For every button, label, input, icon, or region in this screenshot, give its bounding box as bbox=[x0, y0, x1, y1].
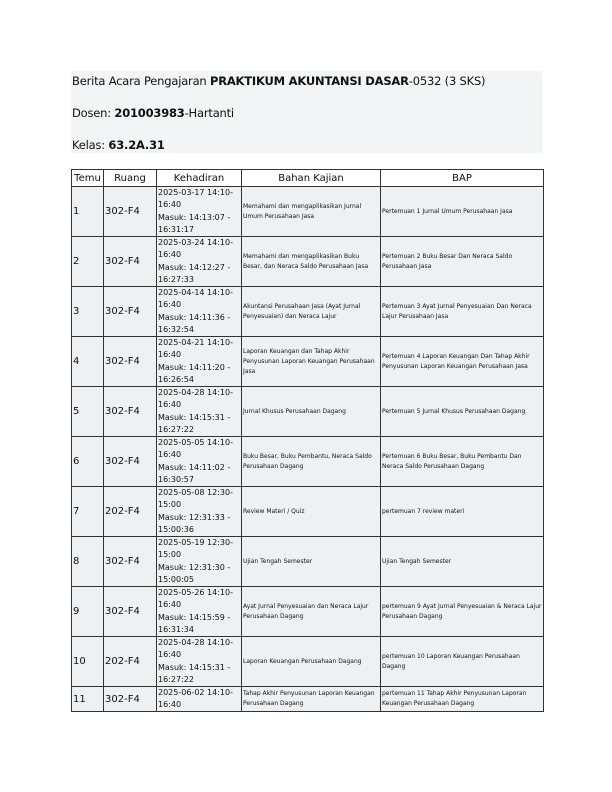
title-prefix: Berita Acara Pengajaran bbox=[72, 74, 210, 88]
table-row bbox=[72, 637, 544, 687]
table-row bbox=[72, 587, 544, 637]
table-row bbox=[72, 387, 544, 437]
cell-bahan-kajian: Review Materi / Quiz bbox=[242, 487, 381, 537]
table-row bbox=[72, 537, 544, 587]
cell-kehadiran: 2025-04-14 14:10- 16:40 Masuk: 14:11:36 - 16:32:54 bbox=[157, 287, 242, 337]
cell-bap: Pertemuan 1 Jurnal Umum Perusahaan Jasa bbox=[381, 187, 544, 237]
cell-bahan-kajian: Tahap Akhir Penyusunan Laporan Keuangan Perusahaan Dagang bbox=[242, 687, 381, 712]
cell-kehadiran: 2025-04-21 14:10- 16:40 Masuk: 14:11:20 - 16:26:54 bbox=[157, 337, 242, 387]
table-row bbox=[72, 437, 544, 487]
cell-bap: Ujian Tengah Semester bbox=[381, 537, 544, 587]
cell-kehadiran: 2025-04-28 14:10- 16:40 Masuk: 14:15:31 - 16:27:22 bbox=[157, 637, 242, 687]
cell-bahan-kajian: Memahami dan mengaplikasikan Jurnal Umum Perusahaan Jasa bbox=[242, 187, 381, 237]
cell-temu: 4 bbox=[72, 337, 104, 387]
cell-temu: 1 bbox=[72, 187, 104, 237]
cell-bap: Pertemuan 4 Laporan Keuangan Dan Tahap Akhir Penyusunan Laporan Keuangan Perusahaan Jasa bbox=[381, 337, 544, 387]
cell-temu: 6 bbox=[72, 437, 104, 487]
cell-temu: 3 bbox=[72, 287, 104, 337]
attendance-table bbox=[71, 169, 544, 712]
table-row bbox=[72, 487, 544, 537]
cell-bahan-kajian: Laporan Keuangan dan Tahap Akhir Penyusunan Laporan Keuangan Perusahaan Jasa bbox=[242, 337, 381, 387]
table-row bbox=[72, 287, 544, 337]
class-code: 63.2A.31 bbox=[108, 138, 165, 152]
cell-bahan-kajian: Akuntansi Perusahaan Jasa (Ayat Jurnal Penyesuaian) dan Neraca Lajur bbox=[242, 287, 381, 337]
cell-kehadiran: 2025-05-08 12:30- 15:00 Masuk: 12:31:33 - 15:00:36 bbox=[157, 487, 242, 537]
lecturer-label: Dosen: bbox=[72, 106, 115, 120]
table-row bbox=[72, 337, 544, 387]
cell-bahan-kajian: Laporan Keuangan Perusahaan Dagang bbox=[242, 637, 381, 687]
cell-bap: pertemuan 7 review materi bbox=[381, 487, 544, 537]
cell-kehadiran: 2025-04-28 14:10- 16:40 Masuk: 14:15:31 - 16:27:22 bbox=[157, 387, 242, 437]
col-header-kehadiran: Kehadiran bbox=[157, 170, 242, 187]
cell-ruang: 302-F4 bbox=[104, 537, 157, 587]
cell-ruang: 302-F4 bbox=[104, 587, 157, 637]
course-code: -0532 (3 SKS) bbox=[408, 74, 486, 88]
course-title-line bbox=[72, 74, 485, 88]
cell-bahan-kajian: Jurnal Khusus Perusahaan Dagang bbox=[242, 387, 381, 437]
cell-temu: 8 bbox=[72, 537, 104, 587]
cell-ruang: 202-F4 bbox=[104, 637, 157, 687]
col-header-ruang: Ruang bbox=[104, 170, 157, 187]
cell-bap: pertemuan 10 Laporan Keuangan Perusahaan Dagang bbox=[381, 637, 544, 687]
col-header-temu: Temu bbox=[72, 170, 104, 187]
lecturer-name: -Hartanti bbox=[184, 106, 234, 120]
document-header bbox=[71, 71, 542, 153]
cell-bap: pertemuan 9 Ayat Jurnal Penyesuaian & Neraca Lajur Perusahaan Dagang bbox=[381, 587, 544, 637]
cell-bahan-kajian: Ayat Jurnal Penyesuaian dan Neraca Lajur Perusahaan Dagang bbox=[242, 587, 381, 637]
cell-ruang: 302-F4 bbox=[104, 337, 157, 387]
cell-bap: Pertemuan 6 Buku Besar, Buku Pembantu Dan Neraca Saldo Perusahaan Dagang bbox=[381, 437, 544, 487]
cell-ruang: 302-F4 bbox=[104, 187, 157, 237]
cell-kehadiran: 2025-06-02 14:10- 16:40 bbox=[157, 687, 242, 712]
class-label: Kelas: bbox=[72, 138, 109, 152]
table-row bbox=[72, 687, 544, 712]
cell-ruang: 202-F4 bbox=[104, 487, 157, 537]
cell-kehadiran: 2025-03-24 14:10- 16:40 Masuk: 14:12:27 - 16:27:33 bbox=[157, 237, 242, 287]
table-row bbox=[72, 187, 544, 237]
cell-temu: 5 bbox=[72, 387, 104, 437]
cell-bap: Pertemuan 2 Buku Besar Dan Neraca Saldo Perusahaan Jasa bbox=[381, 237, 544, 287]
course-name: PRAKTIKUM AKUNTANSI DASAR bbox=[209, 74, 409, 88]
cell-ruang: 302-F4 bbox=[104, 687, 157, 712]
cell-ruang: 302-F4 bbox=[104, 287, 157, 337]
col-header-bap: BAP bbox=[381, 170, 544, 187]
cell-temu: 11 bbox=[72, 687, 104, 712]
col-header-bahan-kajian: Bahan Kajian bbox=[242, 170, 381, 187]
lecturer-id: 201003983 bbox=[114, 106, 185, 120]
table-row bbox=[72, 237, 544, 287]
cell-temu: 10 bbox=[72, 637, 104, 687]
cell-bap: Pertemuan 3 Ayat Jurnal Penyesuaian Dan Neraca Lajur Perusahaan Jasa bbox=[381, 287, 544, 337]
cell-temu: 2 bbox=[72, 237, 104, 287]
cell-kehadiran: 2025-05-19 12:30- 15:00 Masuk: 12:31:30 - 15:00:05 bbox=[157, 537, 242, 587]
cell-kehadiran: 2025-05-05 14:10- 16:40 Masuk: 14:11:02 - 16:30:57 bbox=[157, 437, 242, 487]
cell-ruang: 302-F4 bbox=[104, 237, 157, 287]
cell-bap: pertemuan 11 Tahap Akhir Penyusunan Laporan Keuangan Perusahaan Dagang bbox=[381, 687, 544, 712]
lecturer-line bbox=[72, 106, 234, 120]
cell-kehadiran: 2025-03-17 14:10- 16:40 Masuk: 14:13:07 - 16:31:17 bbox=[157, 187, 242, 237]
cell-bahan-kajian: Buku Besar, Buku Pembantu, Neraca Saldo Perusahaan Dagang bbox=[242, 437, 381, 487]
table-header-row bbox=[72, 170, 544, 187]
cell-temu: 9 bbox=[72, 587, 104, 637]
cell-ruang: 302-F4 bbox=[104, 437, 157, 487]
cell-bahan-kajian: Ujian Tengah Semester bbox=[242, 537, 381, 587]
cell-ruang: 302-F4 bbox=[104, 387, 157, 437]
cell-kehadiran: 2025-05-26 14:10- 16:40 Masuk: 14:15:59 - 16:31:34 bbox=[157, 587, 242, 637]
cell-bap: Pertemuan 5 Jurnal Khusus Perusahaan Dagang bbox=[381, 387, 544, 437]
cell-temu: 7 bbox=[72, 487, 104, 537]
class-line bbox=[72, 138, 165, 152]
cell-bahan-kajian: Memahami dan mengaplikasikan Buku Besar, dan Neraca Saldo Perusahaan Jasa bbox=[242, 237, 381, 287]
